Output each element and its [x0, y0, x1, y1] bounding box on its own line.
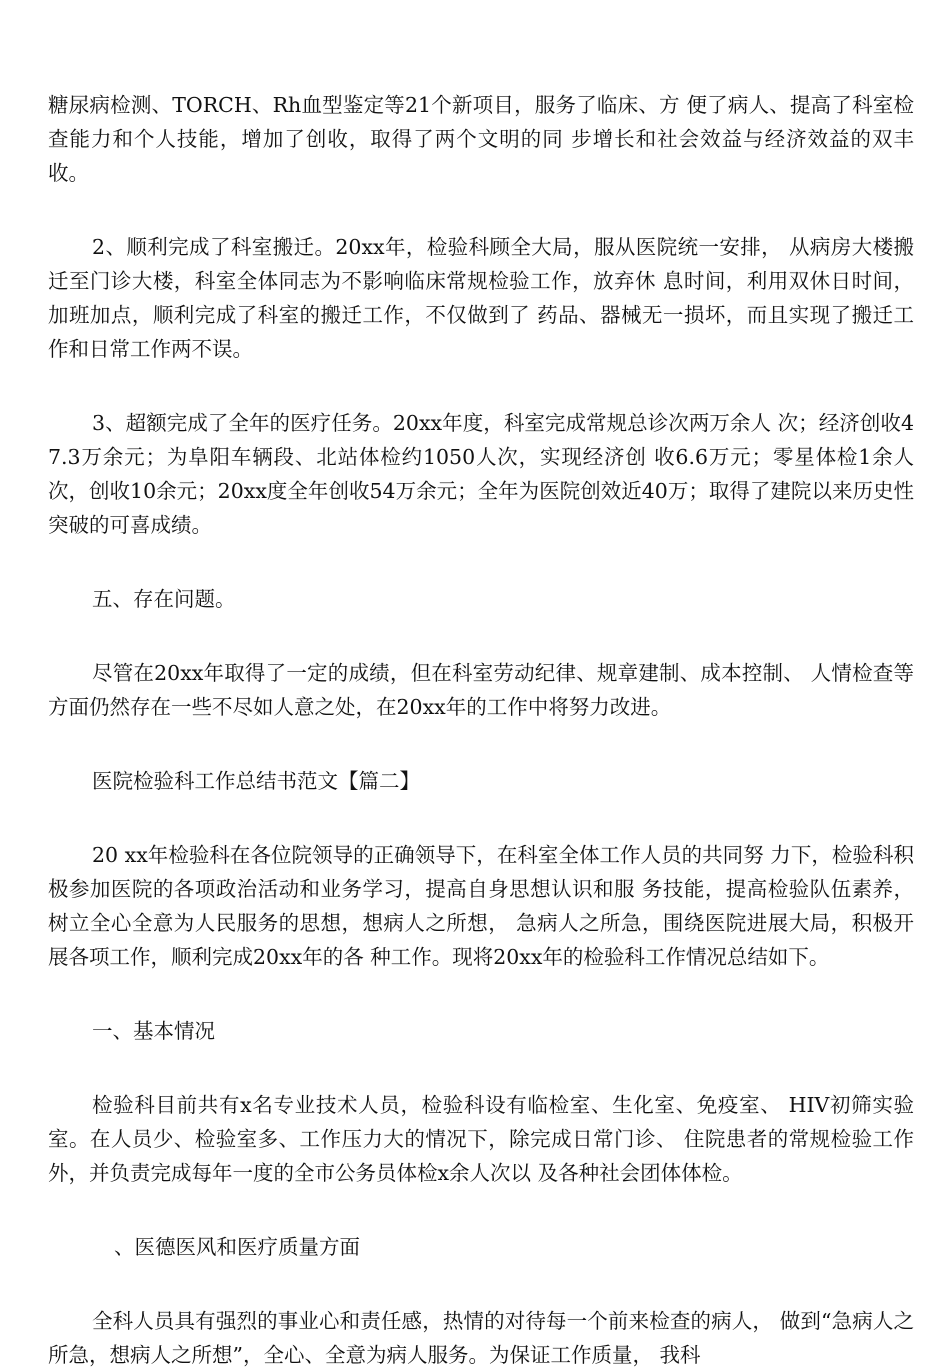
paragraph-gap: [48, 366, 914, 406]
paragraph-1: 糖尿病检测、TORCH、Rh血型鉴定等21个新项目，服务了临床、方 便了病人、提高了科室检查能力和个人技能，增加了创收，取得了两个文明的同 步增长和社会效益与经济效益的双丰收。: [48, 93, 914, 185]
document-page: [48, 88, 914, 1372]
section-heading-ethics-quality: 、医德医风和医疗质量方面: [114, 1235, 360, 1259]
paragraph-gap: [48, 974, 914, 1014]
paragraph-basic-info: 检验科目前共有x名专业技术人员，检验科设有临检室、生化室、免疫室、 HIV初筛实验室。在人员少、检验室多、工作压力大的情况下，除完成日常门诊、 住院患者的常规检验工作外，并负责完成每年一度的全市公务员体检x余人次以 及各种社会团体体检。: [48, 1093, 914, 1185]
paragraph-gap: [48, 1048, 914, 1088]
paragraph-3: 3、超额完成了全年的医疗任务。20xx年度，科室完成常规总诊次两万余人 次；经济创收47.3万余元；为阜阳车辆段、北站体检约1050人次，实现经济创 收6.6万元；零星体检1余人次，创收10余元；20xx度全年创收54万余元；全年为医院创效近40万；取得了建院以来历史性突破的可喜成绩。: [48, 411, 914, 537]
paragraph-gap: [48, 1190, 914, 1230]
paragraph-gap: [48, 724, 914, 764]
article-title-part-two: 医院检验科工作总结书范文【篇二】: [92, 769, 420, 793]
paragraph-gap: [48, 616, 914, 656]
paragraph-ethics-quality: 全科人员具有强烈的事业心和责任感，热情的对待每一个前来检查的病人， 做到“急病人之所急，想病人之所想”，全心、全意为病人服务。为保证工作质量， 我科: [48, 1309, 914, 1367]
paragraph-problems: 尽管在20xx年取得了一定的成绩，但在科室劳动纪律、规章建制、成本控制、 人情检查等方面仍然存在一些不尽如人意之处，在20xx年的工作中将努力改进。: [48, 661, 914, 719]
paragraph-gap: [48, 1264, 914, 1304]
paragraph-gap: [48, 798, 914, 838]
paragraph-intro-part-two: 20 xx年检验科在各位院领导的正确领导下，在科室全体工作人员的共同努 力下，检验科积极参加医院的各项政治活动和业务学习，提高自身思想认识和服 务技能，提高检验队伍素养，树立全心全意为人民服务的思想，想病人之所想， 急病人之所急，围绕医院进展大局，积极开展各项工作，顺利完成20xx年的各 种工作。现将20xx年的检验科工作情况总结如下。: [48, 843, 914, 969]
paragraph-gap: [48, 190, 914, 230]
paragraph-2: 2、顺利完成了科室搬迁。20xx年，检验科顾全大局，服从医院统一安排， 从病房大楼搬迁至门诊大楼，科室全体同志为不影响临床常规检验工作，放弃休 息时间，利用双休日时间，加班加点，顺利完成了科室的搬迁工作，不仅做到了 药品、器械无一损坏，而且实现了搬迁工作和日常工作两不误。: [48, 235, 914, 361]
section-heading-problems: 五、存在问题。: [92, 587, 236, 611]
section-heading-basic-info: 一、基本情况: [92, 1019, 215, 1043]
paragraph-gap: [48, 542, 914, 582]
